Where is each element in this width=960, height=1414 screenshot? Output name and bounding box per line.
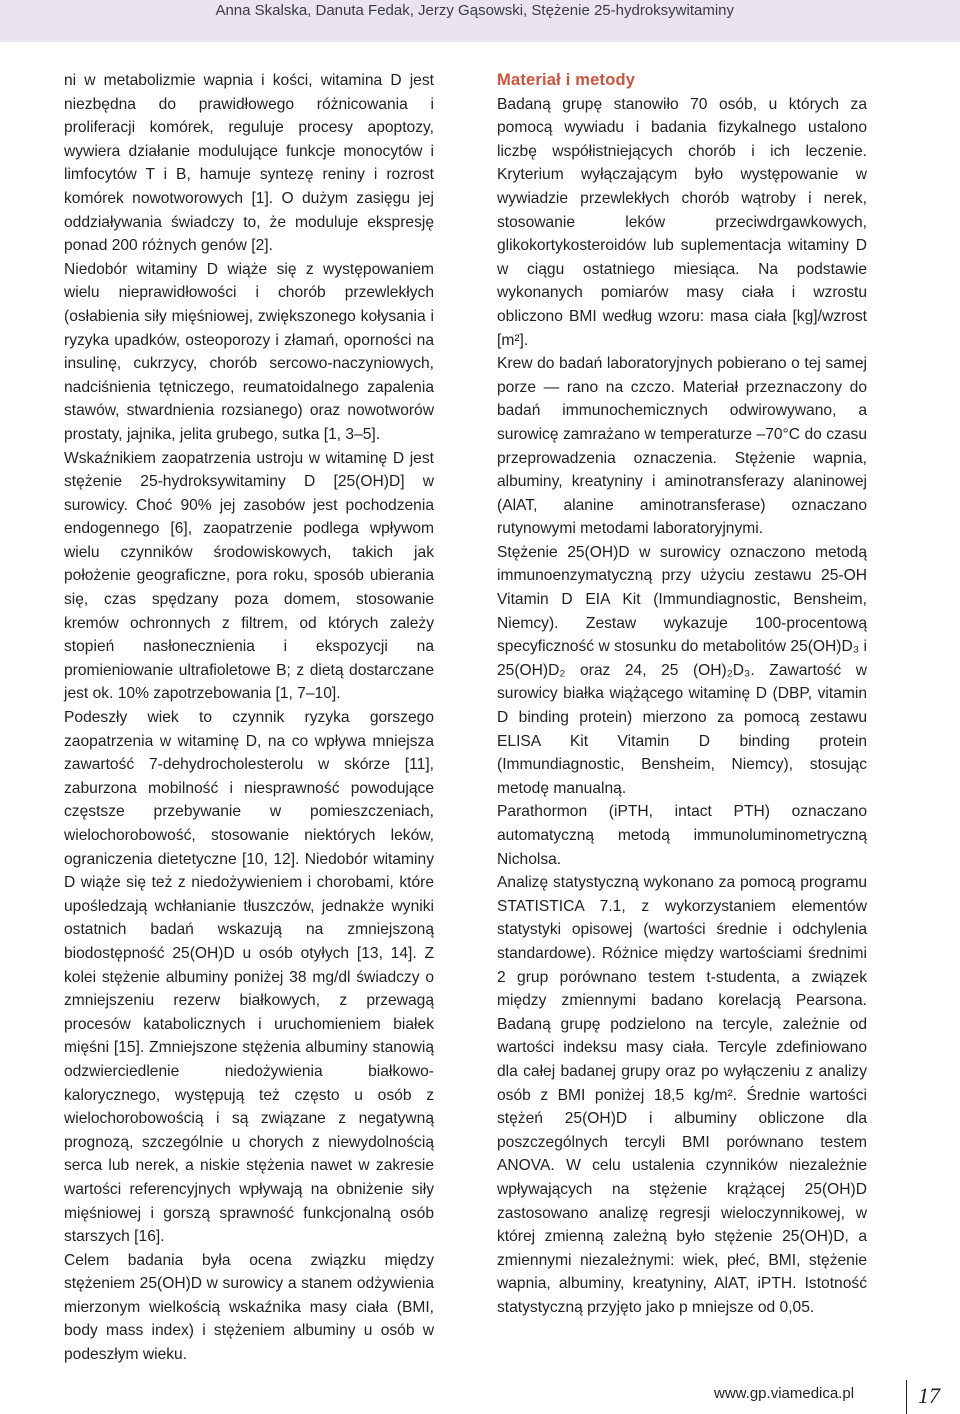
left-paragraph-3: Wskaźnikiem zaopatrzenia ustroju w witaminę D jest stężenie 25-hydroksywitaminy D [25(OH)D] w surowicy. Choć 90% jej zasobów jest pochodzenia endogennego [6], zaopatrzenie podlega wpływom wielu czynników środowiskowych, takich jak położenie geograficzne, pora roku, sposób ubierania się, czas spędzany poza domem, stosowanie kremów ochronnych z filtrem, od których zależy stopień nasłonecznienia i ekspozycji na promieniowanie ultrafioletowe B; z dietą dostarczane jest ok. 10% zapotrzebowania [1, 7–10].	[64, 449, 434, 703]
left-paragraph-4: Podeszły wiek to czynnik ryzyka gorszego zaopatrzenia w witaminę D, na co wpływa mniejsza zawartość 7-dehydrocholesterolu w skórze [11], zaburzona mobilność i niesprawność powodujące częstsze przebywanie w pomieszczeniach, wielochorobowość, stosowanie niektórych leków, ograniczenia dietetyczne [10, 12]. Niedobór witaminy D wiąże się też z niedożywieniem i chorobami, które upośledzają wchłanianie tłuszczów, jednakże wyniki ostatnich badań wskazują na zmniejszoną biodostępność 25(OH)D u osób otyłych [13, 14]. Z kolei stężenie albuminy poniżej 38 mg/dl świadczy o zmniejszeniu rezerw białkowych, z przewagą procesów katabolicznych i uruchomieniem białek mięśni [15]. Zmniejszone stężenia albuminy stanowią odzwierciedlenie niedożywienia białkowo-kalorycznego, występują też często u osób z wielochorobowością i są związane z negatywną prognozą, szczególnie u chorych z niewydolnością serca lub nerek, a niskie stężenia nawet w zakresie wartości referencyjnych wpływają na obniżenie siły mięśniowej i gorszą sprawność funkcjonalną osób starszych [16].	[64, 709, 434, 1246]
page-number: 17	[918, 1383, 940, 1408]
footer-divider	[906, 1380, 907, 1414]
right-paragraph-5: Analizę statystyczną wykonano za pomocą programu STATISTICA 7.1, z wykorzystaniem elementów statystyki opisowej (wartości średnie i odchylenia standardowe). Różnice między wartościami średnimi 2 grup porównano testem t-studenta, a związek między zmiennymi badano korelacją Pearsona. Badaną grupę podzielono na tercyle, zależnie od wartości indeksu masy ciała. Tercyle zdefiniowano dla całej badanej grupy oraz po wyłączeniu z analizy osób z BMI poniżej 18,5 kg/m². Średnie wartości stężeń 25(OH)D i albuminy obliczone dla poszczególnych tercyli BMI porównano testem ANOVA. W celu ustalenia czynników niezależnie wpływających na stężenie krążącej 25(OH)D zastosowano analizę regresji wieloczynnikowej, w której zmienną zależną było stężenie 25(OH)D, a zmiennymi niezależnymi: wiek, płeć, BMI, stężenie wapnia, albuminy, kreatyniny, AlAT, iPTH. Istotność statystyczną przyjęto jako p mniejsze od 0,05.	[497, 874, 867, 1316]
section-heading: Materiał i metody	[497, 71, 636, 89]
right-paragraph-2: Krew do badań laboratoryjnych pobierano o tej samej porze — rano na czczo. Materiał przeznaczony do badań immunochemicznych odwirowywano, a surowicę zamrażano w temperaturze –70°C do czasu przeprowadzenia oznaczenia. Stężenie wapnia, albuminy, kreatyniny i aminotransferazy alaninowej (AlAT, alanine aminotransferase) oznaczano rutynowymi metodami laboratoryjnymi.	[497, 355, 867, 538]
left-column	[64, 69, 434, 1367]
right-paragraph-4: Parathormon (iPTH, intact PTH) oznaczano automatyczną metodą immunoluminometryczną Nicholsa.	[497, 803, 867, 868]
running-header	[0, 0, 960, 42]
left-paragraph-5: Celem badania była ocena związku między stężeniem 25(OH)D w surowicy a stanem odżywienia mierzonym wielkością wskaźnika masy ciała (BMI, body mass index) i stężeniem albuminy u osób w podeszłym wieku.	[64, 1251, 434, 1364]
journal-url[interactable]: www.gp.viamedica.pl	[714, 1385, 855, 1402]
left-paragraph-1: ni w metabolizmie wapnia i kości, witamina D jest niezbędna do prawidłowego różnicowania i proliferacji komórek, reguluje procesy apoptozy, wywiera działanie modulujące funkcje monocytów i limfocytów T i B, hamuje syntezę reniny i rozrost komórek nowotworowych [1]. O dużym zasięgu jej oddziaływania świadczy to, że moduluje ekspresję ponad 200 różnych genów [2].	[64, 72, 434, 255]
right-paragraph-1: Badaną grupę stanowiło 70 osób, u których za pomocą wywiadu i badania fizykalnego ustalono liczbę współistniejących chorób i ich leczenie. Kryterium wyłączającym było występowanie w wywiadzie przewlekłych chorób wątroby i nerek, stosowanie leków przeciwdrgawkowych, glikokortykosteroidów lub suplementacja witaminy D w ciągu ostatniego miesiąca. Na podstawie wykonanych pomiarów masy ciała i wzrostu obliczono BMI według wzoru: masa ciała [kg]/wzrost [m²].	[497, 95, 867, 349]
right-column	[497, 69, 867, 1319]
running-title: Anna Skalska, Danuta Fedak, Jerzy Gąsowski, Stężenie 25-hydroksywitaminy	[215, 2, 734, 19]
right-paragraph-3: Stężenie 25(OH)D w surowicy oznaczono metodą immunoenzymatyczną przy użyciu zestawu 25-OH Vitamin D EIA Kit (Immundiagnostic, Bensheim, Niemcy). Zestaw wykazuje 100-procentową specyficzność w stosunku do metabolitów 25(OH)D₃ i 25(OH)D₂ oraz 24, 25 (OH)₂D₃. Zawartość w surowicy białka wiążącego witaminę D (DBP, vitamin D binding protein) mierzono za pomocą zestawu ELISA Kit Vitamin D binding protein (Immundiagnostic, Bensheim, Niemcy), stosując metodę manualną.	[497, 543, 867, 797]
left-paragraph-2: Niedobór witaminy D wiąże się z występowaniem wielu nieprawidłowości i chorób przewlekłych (osłabienia siły mięśniowej, zwiększonego kołysania i ryzyka upadków, osteoporozy i złamań, oporności na insulinę, cukrzycy, chorób sercowo-naczyniowych, nadciśnienia tętniczego, reumatoidalnego zapalenia stawów, stwardnienia rozsianego) oraz nowotworów prostaty, jajnika, jelita grubego, sutka [1, 3–5].	[64, 260, 434, 443]
